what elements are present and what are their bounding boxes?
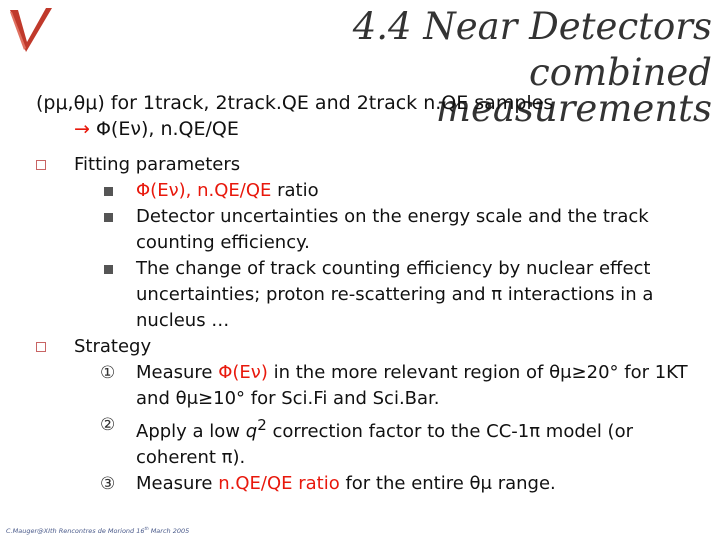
step-2-text-a: Apply a low [136,421,246,442]
circled-two-icon: ② [100,415,116,435]
intro-line-1: (pμ,θμ) for 1track, 2track.QE and 2track n.QE samples [36,92,554,114]
footer-citation [6,526,189,535]
step-3-text-a: Measure [136,473,219,494]
fitting-item-1-red: Φ(Eν), n.QE/QE [136,180,272,201]
list-item-fitting [36,152,706,334]
footer-tail: March 2005 [148,527,190,536]
title-line-2: measurements [435,87,712,130]
filled-square-bullet-icon [104,213,113,222]
filled-square-bullet-icon [104,265,113,274]
step-2-text-b: correction factor to the CC-1π model (or coherent π). [136,421,633,468]
step-1-text-a: Measure [136,362,219,383]
arrow-icon: → [74,118,90,140]
filled-square-bullet-icon [104,187,113,196]
strategy-label: Strategy [74,336,152,357]
step-1-red: Φ(Eν) [218,362,268,383]
step-3-text-b: for the entire θμ range. [339,473,556,494]
intro-line-2-text: Φ(Eν), n.QE/QE [95,118,239,140]
nu-logo-icon [6,4,58,58]
sub-item [104,178,706,204]
footer-sup: th [144,526,149,531]
fitting-item-3: The change of track counting efficiency by nuclear effect uncertainties; proton re-scattering and π interactions in a nucleus … [136,258,654,331]
footer-text: C.Mauger@XIth Rencontres de Moriond 16 [6,527,145,536]
circled-three-icon: ③ [100,474,116,494]
sub-item [104,256,706,334]
circled-one-icon: ① [100,363,116,383]
step-2-q: q [245,421,258,442]
title-line-1: 4.4 Near Detectors combined [352,5,712,94]
intro-text [36,90,553,142]
strategy-step-2 [100,412,706,471]
square-bullet-icon [36,342,46,352]
fitting-label: Fitting parameters [74,154,241,175]
intro-line-2 [36,116,553,142]
step-1-text-b: in the more relevant region of θμ≥20° for 1KT and θμ≥10° for Sci.Fi and Sci.Bar. [136,362,688,409]
list-item-strategy [36,334,706,497]
content-list [36,152,706,497]
fitting-item-2: Detector uncertainties on the energy scale and the track counting efficiency. [136,206,649,253]
strategy-step-3 [100,471,706,497]
square-bullet-icon [36,160,46,170]
step-2-sup: 2 [257,416,267,434]
step-3-red: n.QE/QE ratio [218,473,340,494]
strategy-step-1 [100,360,706,412]
sub-item [104,204,706,256]
fitting-item-1-rest: ratio [271,180,319,201]
